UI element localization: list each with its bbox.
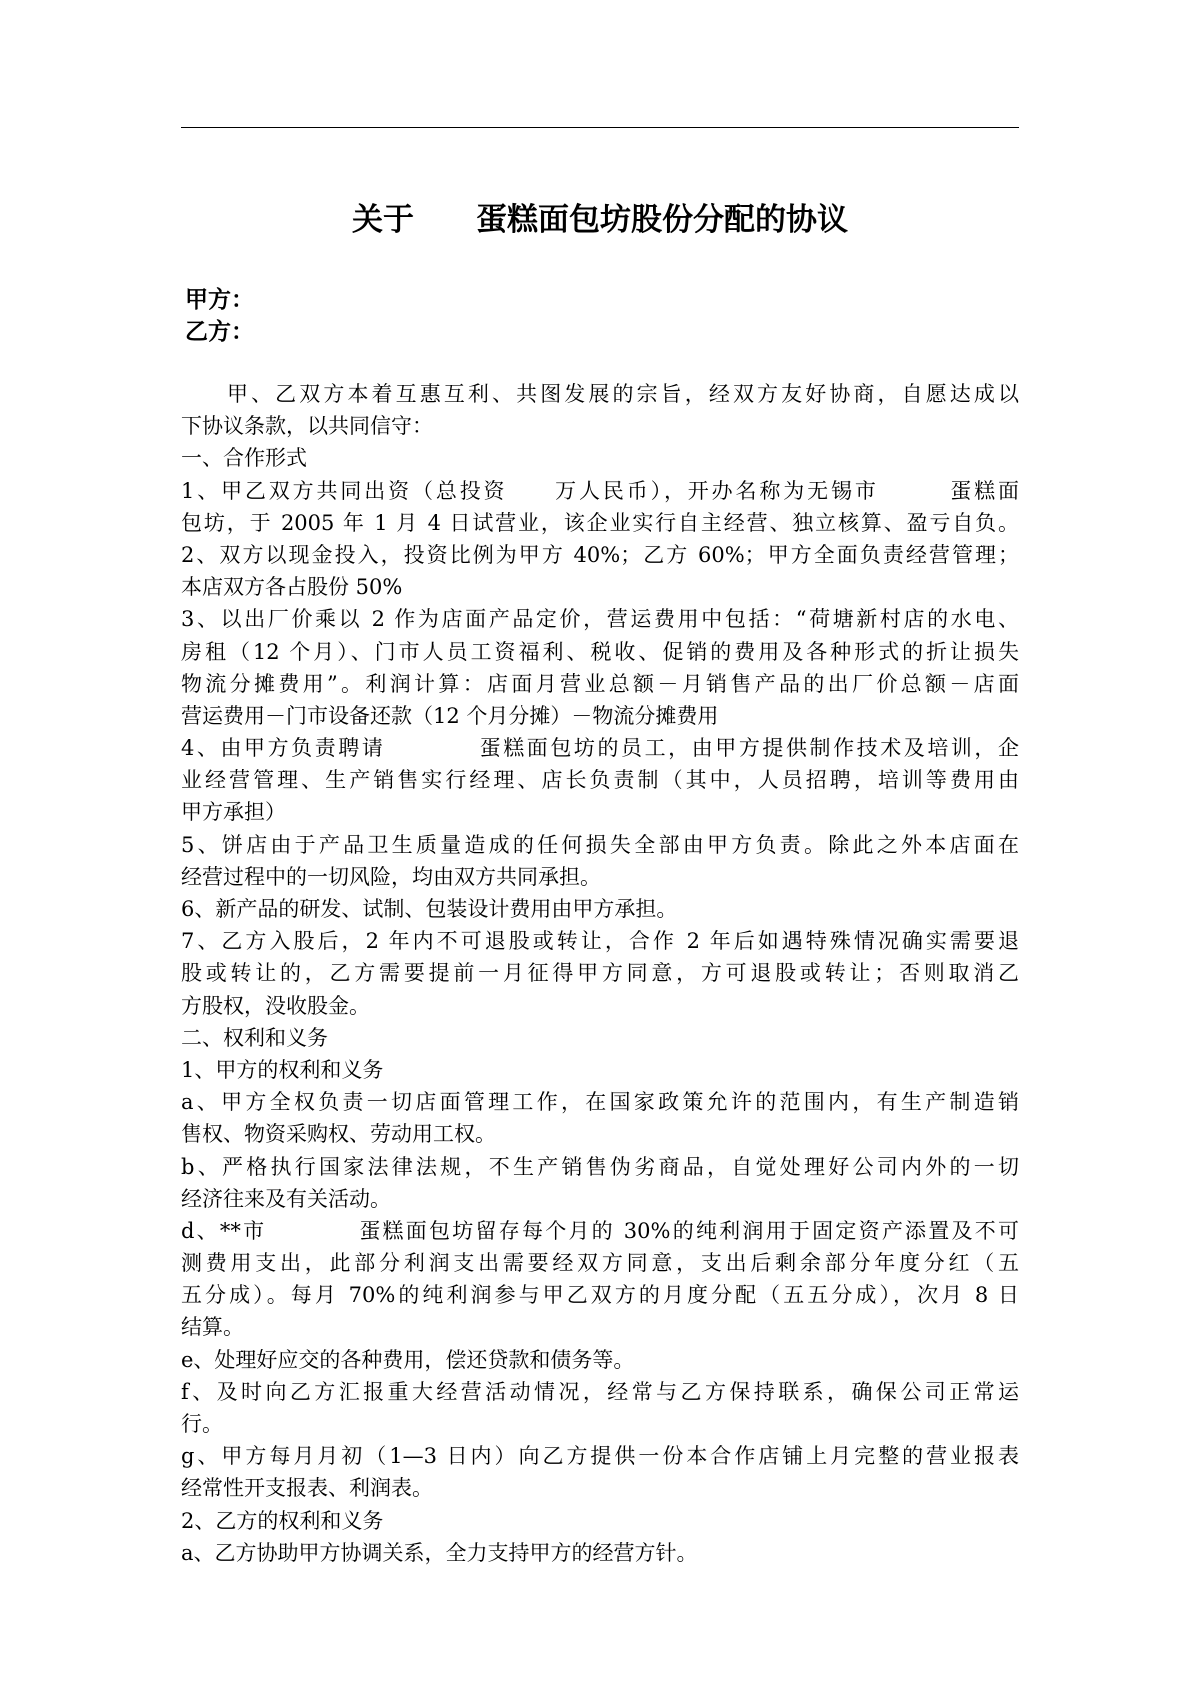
body-line: 7、乙方入股后，2 年内不可退股或转让，合作 2 年后如遇特殊情况确实需要退 [181,929,1019,954]
document-title: 关于 蛋糕面包坊股份分配的协议 [352,202,848,238]
parties-block [185,284,254,348]
body-line: 本店双方各占股份 50% [181,575,403,600]
body-line: a、甲方全权负责一切店面管理工作，在国家政策允许的范围内，有生产制造销 [181,1090,1019,1115]
body-line: 2、双方以现金投入，投资比例为甲方 40%；乙方 60%；甲方全面负责经营管理； [181,542,1019,567]
body-line: 二、权利和义务 [181,1025,328,1050]
body-line: 一、合作形式 [181,446,307,471]
body-line: 经济往来及有关活动。 [181,1186,391,1211]
body-line: 售权、物资采购权、劳动用工权。 [181,1122,496,1147]
body-line: d、**市 蛋糕面包坊留存每个月的 30%的纯利润用于固定资产添置及不可 [181,1218,1019,1243]
document-body [181,378,1019,1569]
party-b-label: 乙方： [185,319,254,345]
body-line: e、处理好应交的各种费用，偿还贷款和债务等。 [181,1347,635,1372]
body-line: 五分成）。每月 70%的纯利润参与甲乙双方的月度分配（五五分成），次月 8 日 [181,1283,1019,1308]
body-line: 营运费用－门市设备还款（12 个月分摊）－物流分摊费用 [181,703,719,728]
body-line: 结算。 [181,1315,244,1340]
body-line: 经营过程中的一切风险，均由双方共同承担。 [181,864,601,889]
body-line: 经常性开支报表、利润表。 [181,1476,433,1501]
body-line: 股或转让的，乙方需要提前一月征得甲方同意，方可退股或转让；否则取消乙 [181,961,1019,986]
body-line: 1、甲方的权利和义务 [181,1057,384,1082]
body-line: 甲方承担） [181,800,286,825]
party-a-label: 甲方： [185,287,254,313]
body-line: 1、甲乙双方共同出资（总投资 万人民币），开办名称为无锡市 蛋糕面 [181,478,1019,503]
body-line: 4、由甲方负责聘请 蛋糕面包坊的员工，由甲方提供制作技术及培训，企 [181,736,1019,761]
body-line: 5、饼店由于产品卫生质量造成的任何损失全部由甲方负责。除此之外本店面在 [181,832,1019,857]
body-line: 3、以出厂价乘以 2 作为店面产品定价，营运费用中包括：“荷塘新村店的水电、 [181,607,1019,632]
body-line: 行。 [181,1412,223,1436]
body-line: 房租（12 个月）、门市人员工资福利、税收、促销的费用及各种形式的折让损失 [181,639,1019,664]
body-line: 6、新产品的研发、试制、包装设计费用由甲方承担。 [181,897,678,921]
body-line: 方股权，没收股金。 [181,993,370,1018]
header-rule [181,127,1019,128]
body-line: 甲、乙双方本着互惠互利、共图发展的宗旨，经双方友好协商，自愿达成以 [227,382,1019,406]
body-line: 物流分摊费用”。利润计算：店面月营业总额－月销售产品的出厂价总额－店面 [181,671,1019,696]
body-line: 下协议条款，以共同信守： [181,414,433,439]
body-line: a、乙方协助甲方协调关系，全力支持甲方的经营方针。 [181,1540,698,1565]
body-line: 测费用支出，此部分利润支出需要经双方同意，支出后剩余部分年度分红（五 [181,1251,1019,1276]
body-line: 包坊，于 2005 年 1 月 4 日试营业，该企业实行自主经营、独立核算、盈亏自负。 [181,510,1019,535]
body-line: 业经营管理、生产销售实行经理、店长负责制（其中，人员招聘，培训等费用由 [181,768,1019,793]
body-line: b、严格执行国家法律法规，不生产销售伪劣商品，自觉处理好公司内外的一切 [181,1154,1019,1179]
body-line: 2、乙方的权利和义务 [181,1508,384,1533]
body-line: g、甲方每月月初（1—3 日内）向乙方提供一份本合作店铺上月完整的营业报表 [181,1444,1019,1469]
body-line: f、及时向乙方汇报重大经营活动情况，经常与乙方保持联系，确保公司正常运 [181,1379,1019,1404]
